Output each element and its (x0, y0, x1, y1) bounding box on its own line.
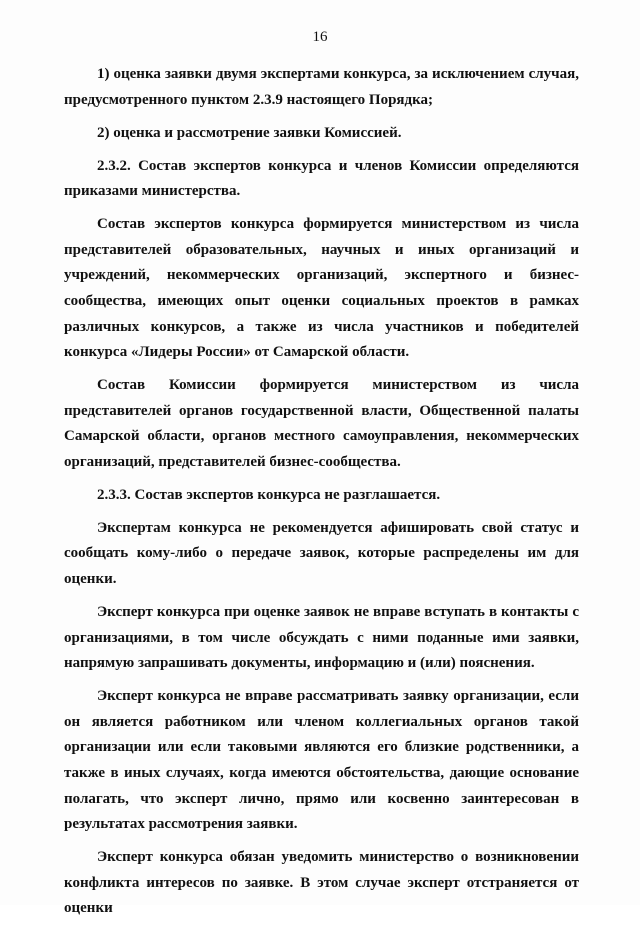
paragraph: 2.3.2. Состав экспертов конкурса и членов Комиссии определяются приказами министерства. (64, 157, 579, 200)
paragraph: 1) оценка заявки двумя экспертами конкурса, за исключением случая, предусмотренного пунктом 2.3.9 настоящего Порядка; (64, 66, 579, 108)
paragraph: 2) оценка и рассмотрение заявки Комиссией. (97, 124, 402, 141)
document-body (64, 62, 579, 929)
paragraph: Эксперт конкурса обязан уведомить министерство о возникновении конфликта интересов по заявке. В этом случае эксперт отстраняется от оценки (64, 849, 579, 917)
paragraph: 2.3.3. Состав экспертов конкурса не разглашается. (97, 486, 441, 503)
paragraph: Экспертам конкурса не рекомендуется афишировать свой статус и сообщать кому-либо о передаче заявок, которые распределены им для оценки. (64, 519, 579, 588)
paragraph: Состав Комиссии формируется министерством из числа представителей органов государственной власти, Общественной палаты Самарской области, органов местного самоуправления, некоммерческих организаций, представителей бизнес-сообщества. (64, 377, 579, 470)
page-number: 16 (312, 29, 328, 45)
paragraph: Состав экспертов конкурса формируется министерством из числа представителей образовательных, научных и иных организаций и учреждений, некоммерческих организаций, экспертного и бизнес-сообщества, имеющих опыт оценки социальных проектов в рамках различных конкурсов, а также из числа участников и победителей конкурса «Лидеры России» от Самарской области. (64, 216, 579, 361)
paragraph: Эксперт конкурса не вправе рассматривать заявку организации, если он является работником или членом коллегиальных органов такой организации или если таковыми являются его близкие родственники, а также в иных случаях, когда имеются обстоятельства, дающие основание полагать, что эксперт лично, прямо или косвенно заинтересован в результатах рассмотрения заявки. (64, 688, 579, 833)
paragraph: Эксперт конкурса при оценке заявок не вправе вступать в контакты с организациями, в том числе обсуждать с ними поданные ими заявки, напрямую запрашивать документы, информацию и (или) пояснения. (64, 604, 579, 672)
